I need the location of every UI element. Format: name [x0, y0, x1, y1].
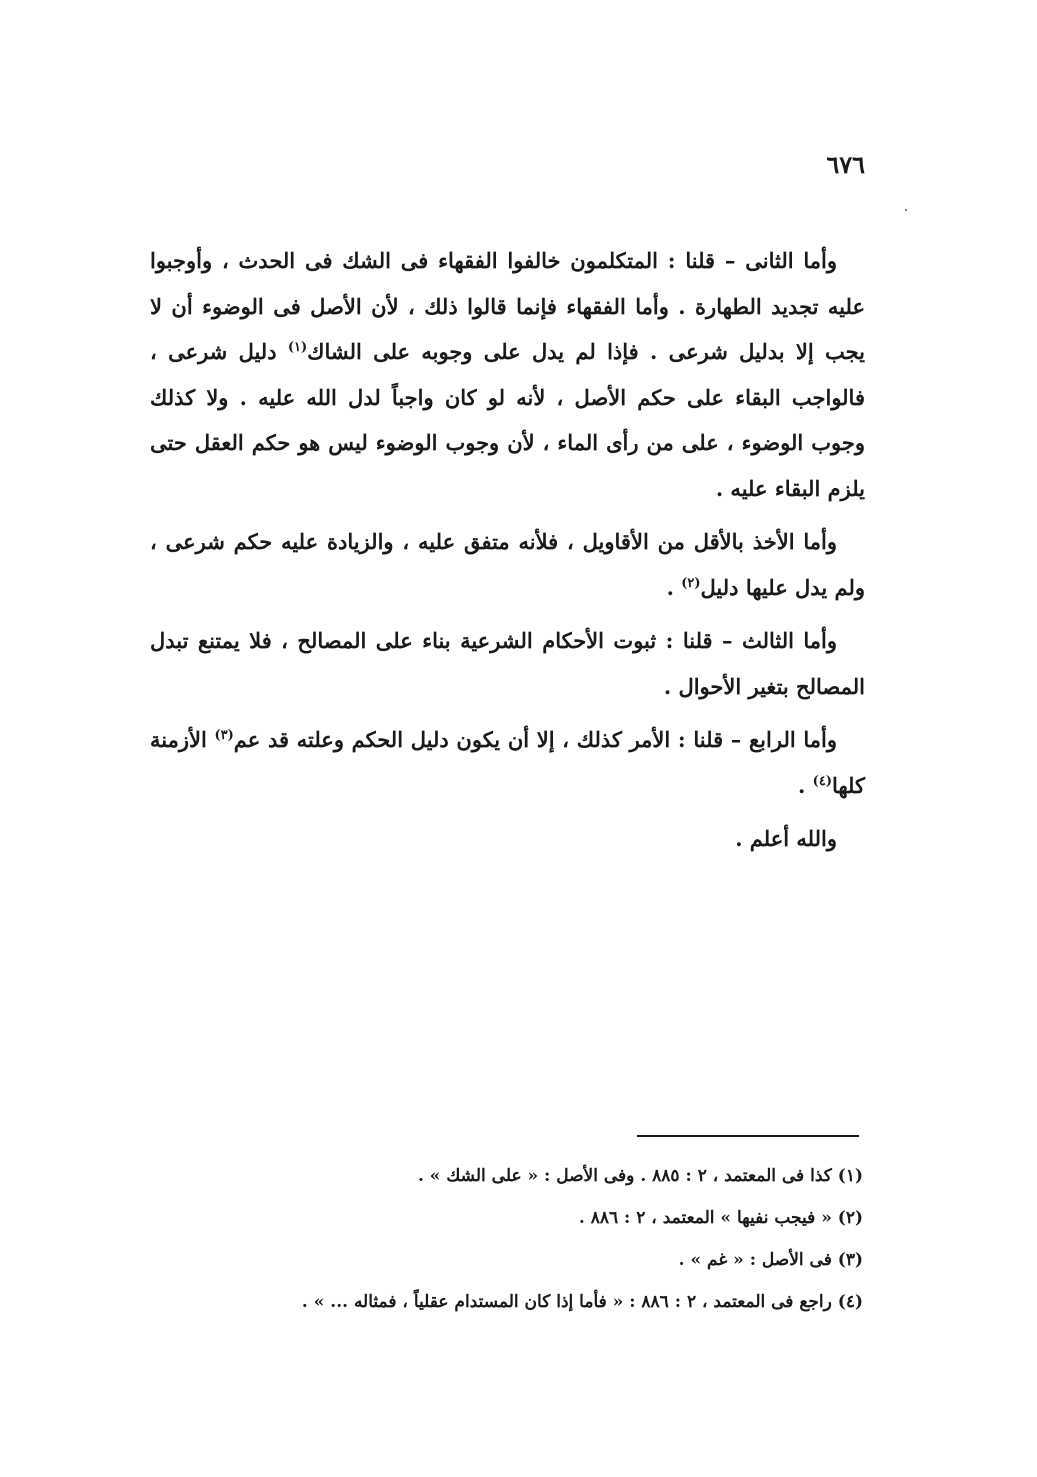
- text-segment: وأما الرابع – قلنا : الأمر كذلك ، إلا أن يكون دليل الحكم وعلته قد عم: [233, 727, 838, 752]
- main-text: [150, 238, 865, 870]
- paragraph: [150, 519, 865, 610]
- paragraph: [150, 618, 865, 709]
- footnote: (٢) « فيجب نفيها » المعتمد ، ٢ : ٨٨٦ .: [578, 1208, 863, 1228]
- text-segment: والله أعلم .: [735, 826, 837, 851]
- text-segment: .: [798, 772, 813, 798]
- footnote: (٤) راجع فى المعتمد ، ٢ : ٨٨٦ : « فأما إذا كان المستدام عقلياً ، فمثاله ... » .: [301, 1292, 863, 1312]
- page-number: ٦٧٦: [826, 150, 865, 179]
- footnote-ref[interactable]: (٣): [214, 728, 234, 743]
- footnote: (١) كذا فى المعتمد ، ٢ : ٨٨٥ . وفى الأصل : « على الشك » .: [417, 1166, 863, 1186]
- text-segment: وأما الأخذ بالأقل من الأقاويل ، فلأنه متفق عليه ، والزيادة عليه حكم شرعى ، ولم يدل عليها دليل: [150, 529, 865, 600]
- text-segment: .: [666, 574, 682, 600]
- closing-line: [150, 816, 865, 862]
- footnote: (٣) فى الأصل : « غم » .: [678, 1250, 863, 1270]
- text-segment: الأزمنة كلها: [150, 727, 865, 798]
- text-segment: وأما الثالث – قلنا : ثبوت الأحكام الشرعية بناء على المصالح ، فلا يمتنع تبدل المصالح بتغير الأحوال .: [150, 628, 865, 699]
- footnote-ref[interactable]: (٤): [812, 773, 832, 789]
- paragraph: [150, 717, 865, 808]
- scan-speck: [905, 209, 907, 211]
- footnote-ref[interactable]: (٢): [681, 575, 701, 591]
- text-segment: وأما الثانى – قلنا : المتكلمون خالفوا الفقهاء فى الشك فى الحدث ، وأوجبوا عليه تجديد الطهارة . وأما الفقهاء فإنما قالوا ذلك ، لأن الأصل فى الوضوء أن لا يجب إلا بدليل شرعى . فإذا لم يدل على وجوبه على الشاك: [150, 248, 865, 364]
- paragraph: [150, 238, 865, 511]
- text-segment: دليل شرعى ، فالواجب البقاء على حكم الأصل ، لأنه لو كان واجباً لدل الله عليه . ولا كذلك وجوب الوضوء ، على من رأى الماء ، لأن وجوب الوضوء ليس هو حكم العقل حتى يلزم البقاء عليه .: [150, 339, 865, 501]
- footnotes: [150, 1155, 863, 1323]
- footnote-ref[interactable]: (١): [287, 340, 308, 355]
- footnote-divider: [637, 1135, 859, 1137]
